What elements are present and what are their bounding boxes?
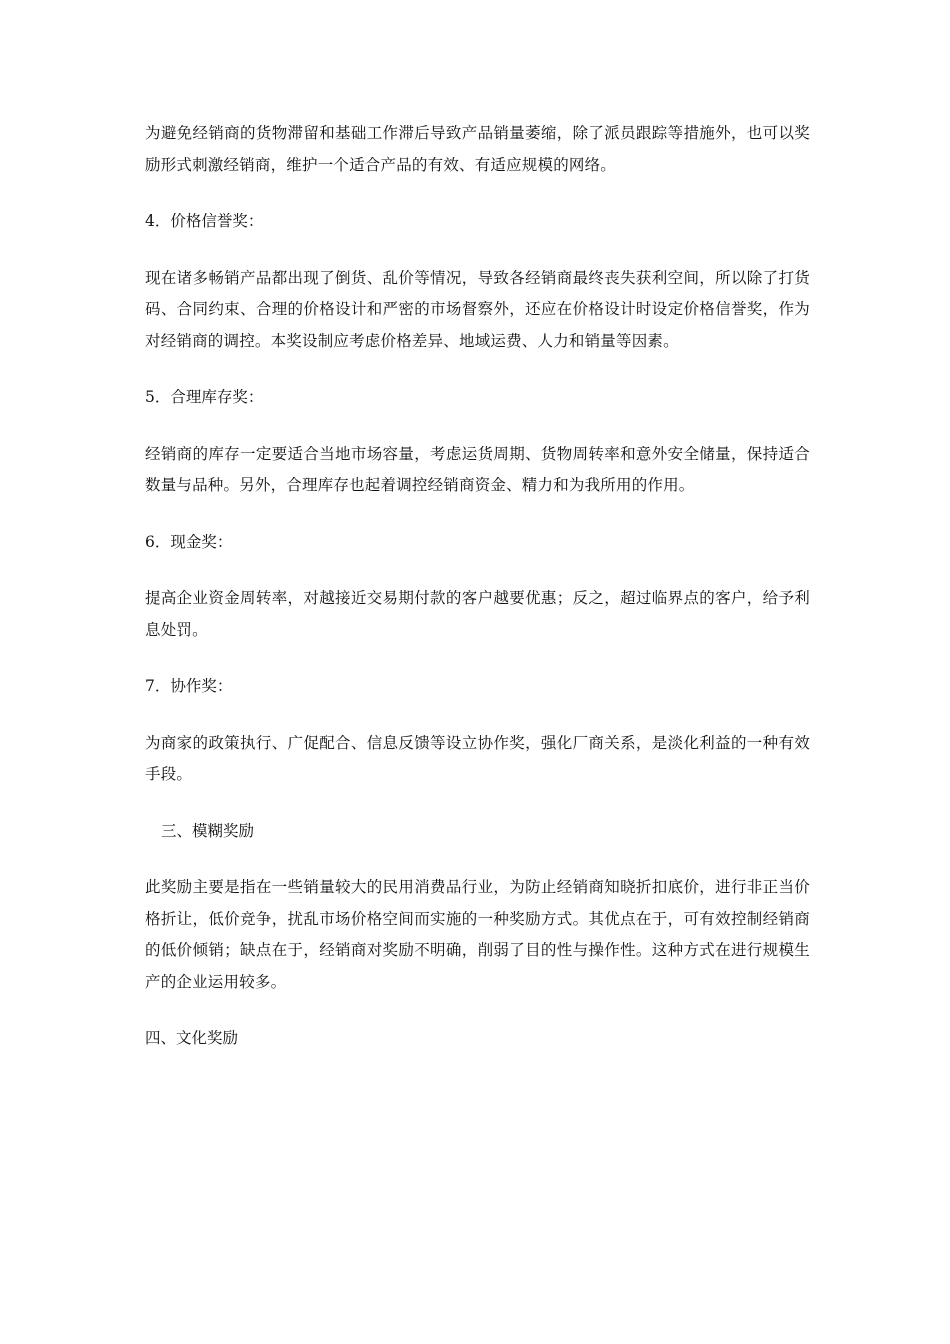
heading-inventory-award: 5．合理库存奖： — [145, 388, 264, 406]
heading-cooperation-award: 7．协作奖： — [145, 677, 233, 695]
paragraph-cash-award: 提高企业资金周转率，对越接近交易期付款的客户越要优惠；反之，超过临界点的客户，给予利息处罚。 — [145, 589, 810, 639]
heading-cash-award: 6．现金奖： — [145, 532, 233, 551]
heading-culture-reward: 四、文化奖励 — [145, 1029, 239, 1047]
paragraph-network-incentive: 为避免经销商的货物滞留和基础工作滞后导致产品销量萎缩，除了派员跟踪等措施外，也可以奖励形式刺激经销商，维护一个适合产品的有效、有适应规模的网络。 — [145, 124, 810, 174]
document-body — [145, 118, 810, 1055]
paragraph-fuzzy-reward: 此奖励主要是指在一些销量较大的民用消费品行业，为防止经销商知晓折扣底价，进行非正当价格折让，低价竞争，扰乱市场价格空间而实施的一种奖励方式。其优点在于，可有效控制经销商的低价倾销；缺点在于，经销商对奖励不明确，削弱了目的性与操作性。这种方式在进行规模生产的企业运用较多。 — [145, 878, 810, 991]
paragraph-cooperation-award: 为商家的政策执行、广促配合、信息反馈等设立协作奖，强化厂商关系，是淡化利益的一种有效手段。 — [145, 733, 810, 783]
heading-price-credit-award: 4．价格信誉奖： — [145, 212, 264, 230]
heading-fuzzy-reward: 三、模糊奖励 — [161, 821, 255, 840]
paragraph-price-credit-award: 现在诸多畅销产品都出现了倒货、乱价等情况，导致各经销商最终丧失获利空间，所以除了打货码、合同约束、合理的价格设计和严密的市场督察外，还应在价格设计时设定价格信誉奖，作为对经销商的调控。本奖设制应考虑价格差异、地域运费、人力和销量等因素。 — [145, 268, 810, 350]
paragraph-inventory-award: 经销商的库存一定要适合当地市场容量，考虑运货周期、货物周转率和意外安全储量，保持适合数量与品种。另外，合理库存也起着调控经销商资金、精力和为我所用的作用。 — [145, 444, 810, 494]
